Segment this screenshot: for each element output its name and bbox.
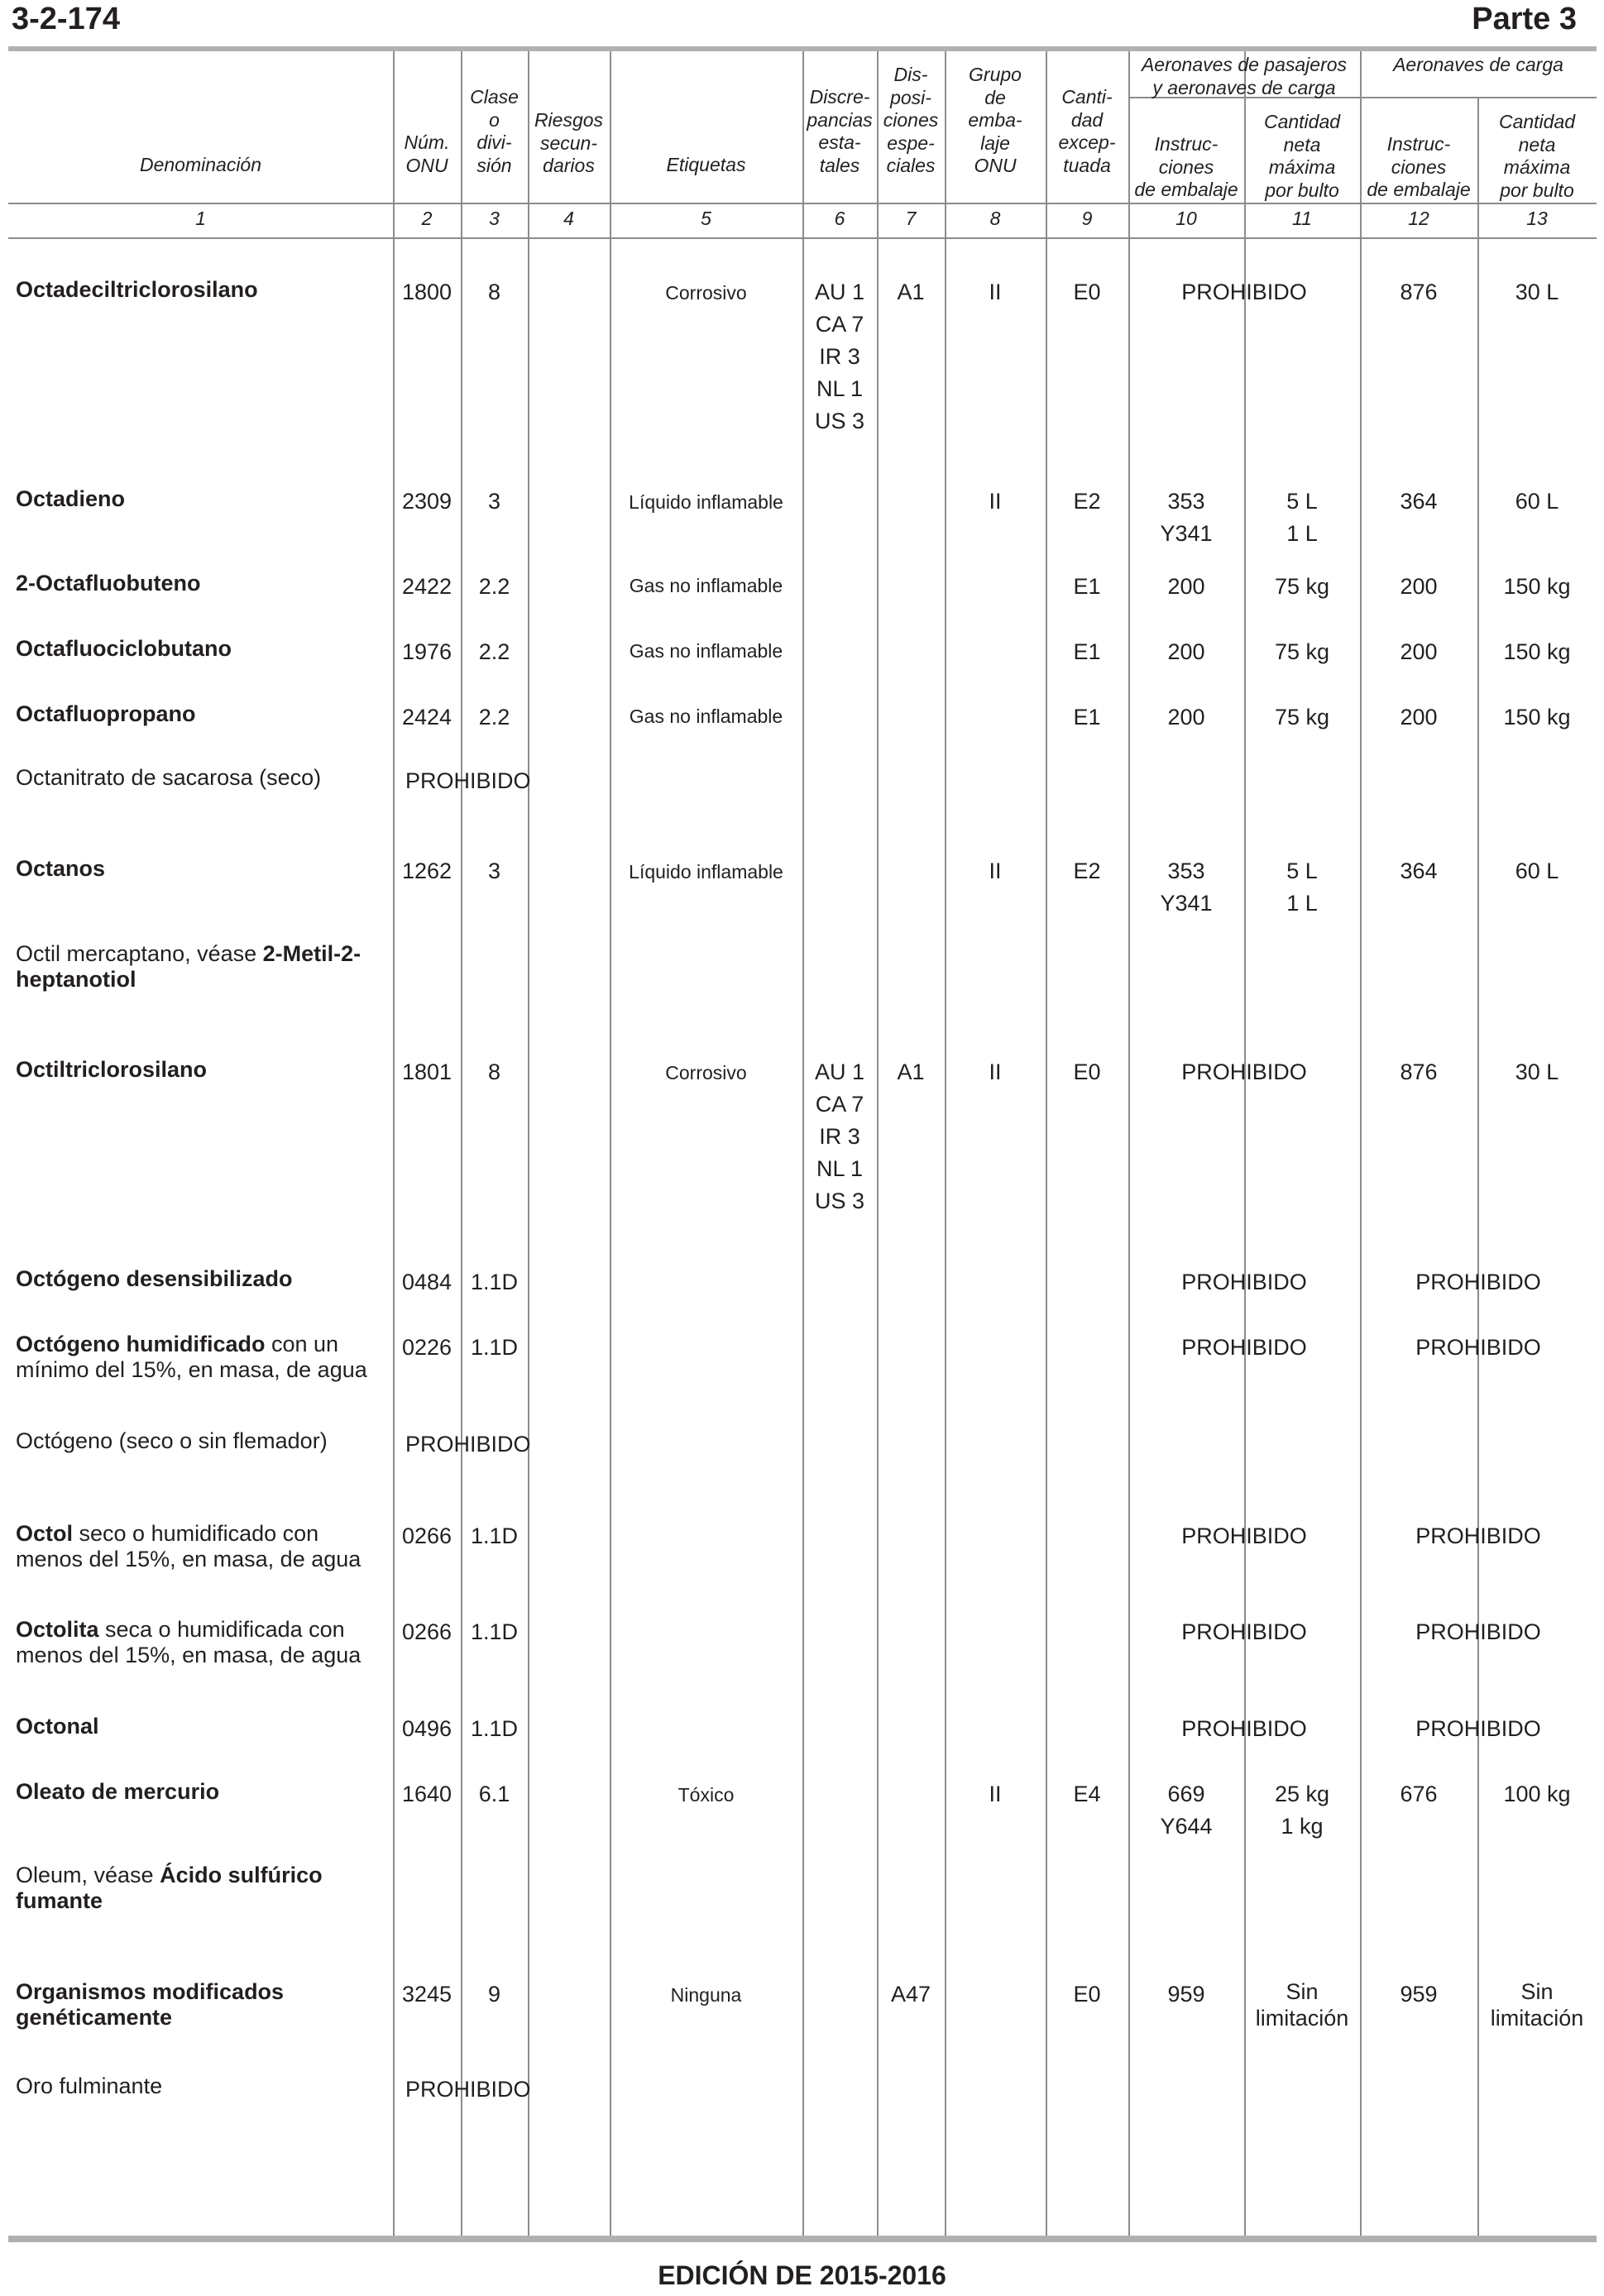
column-number: 4: [563, 208, 574, 229]
cargo-max-quantity: 100 kg: [1503, 1782, 1571, 1806]
label: Gas no inflamable: [629, 640, 783, 662]
excepted-quantity: E0: [1073, 1060, 1101, 1084]
forbidden-status: PROHIBIDO: [405, 2077, 531, 2102]
state-variations: AU 1 CA 7 IR 3 NL 1 US 3: [814, 1060, 865, 1213]
column-number: 12: [1408, 208, 1429, 229]
onu-number: 0266: [401, 1619, 452, 1644]
column-number: 10: [1175, 208, 1197, 229]
cargo-packing-instruction: 200: [1400, 639, 1438, 664]
column-divider: [877, 51, 879, 2236]
page-number: 3-2-174: [12, 2, 120, 36]
column-number: 7: [905, 208, 917, 229]
passenger-forbidden: PROHIBIDO: [1181, 1619, 1307, 1644]
onu-number: 1976: [401, 639, 452, 664]
class-division: 8: [487, 1060, 501, 1084]
onu-number: 1640: [401, 1782, 452, 1806]
bottom-rule: [8, 2236, 1597, 2242]
passenger-forbidden: PROHIBIDO: [1181, 1270, 1307, 1294]
header-denominacion: Denominación: [139, 154, 262, 175]
column-number: 5: [701, 208, 711, 229]
header-disposiciones: Dis- posi- ciones espe- ciales: [883, 64, 939, 176]
header-riesgos: Riesgos secun- darios: [534, 109, 604, 176]
excepted-quantity: E2: [1073, 859, 1101, 883]
packing-group: II: [989, 859, 1002, 883]
column-divider: [393, 51, 395, 2236]
class-division: 2.2: [478, 574, 510, 599]
see-reference: Octil mercaptano, véase 2-Metil-2-heptanotiol: [16, 941, 361, 992]
row-name: Octanos: [16, 856, 106, 881]
header-cantidad-pax: Cantidad neta máxima por bulto: [1263, 111, 1341, 201]
label: Tóxico: [678, 1784, 735, 1806]
passenger-packing-instruction: 353 Y341: [1160, 489, 1213, 546]
excepted-quantity: E0: [1073, 1982, 1101, 2007]
label: Corrosivo: [665, 282, 747, 304]
special-provisions: A1: [897, 280, 925, 304]
onu-number: 0496: [401, 1716, 452, 1741]
row-name: Octiltriclorosilano: [16, 1057, 208, 1082]
label: Corrosivo: [665, 1062, 747, 1083]
label: Líquido inflamable: [629, 861, 783, 883]
excepted-quantity: E0: [1073, 280, 1101, 304]
state-variations: AU 1 CA 7 IR 3 NL 1 US 3: [814, 280, 865, 433]
cargo-max-quantity: 30 L: [1515, 280, 1559, 304]
row-name: Oleato de mercurio: [16, 1779, 220, 1804]
header-rule: [8, 203, 1597, 204]
label: Líquido inflamable: [629, 491, 783, 513]
passenger-max-quantity: 75 kg: [1274, 705, 1330, 729]
column-divider: [528, 51, 529, 2236]
cargo-max-quantity: 150 kg: [1503, 705, 1571, 729]
column-divider: [1128, 51, 1130, 2236]
onu-number: 1801: [401, 1060, 452, 1084]
cargo-forbidden: PROHIBIDO: [1415, 1716, 1541, 1741]
class-division: 3: [487, 489, 501, 514]
class-division: 3: [487, 859, 501, 883]
label: Gas no inflamable: [629, 575, 783, 596]
cargo-packing-instruction: 364: [1400, 489, 1438, 514]
column-number: 3: [489, 208, 500, 229]
onu-number: 0266: [401, 1523, 452, 1548]
column-divider: [461, 51, 462, 2236]
label: Gas no inflamable: [629, 706, 783, 727]
packing-group: II: [989, 1060, 1002, 1084]
passenger-max-quantity: Sin limitación: [1255, 1979, 1349, 2031]
passenger-max-quantity: 75 kg: [1274, 639, 1330, 664]
row-name: Octógeno (seco o sin flemador): [16, 1428, 328, 1453]
class-division: 9: [487, 1982, 501, 2007]
excepted-quantity: E1: [1073, 574, 1101, 599]
class-division: 1.1D: [470, 1716, 519, 1741]
packing-group: II: [989, 280, 1002, 304]
class-division: 1.1D: [470, 1270, 519, 1294]
class-division: 2.2: [478, 639, 510, 664]
passenger-packing-instruction: 353 Y341: [1160, 859, 1213, 916]
class-division: 1.1D: [470, 1523, 519, 1548]
onu-number: 1262: [401, 859, 452, 883]
excepted-quantity: E2: [1073, 489, 1101, 514]
cargo-forbidden: PROHIBIDO: [1415, 1270, 1541, 1294]
packing-group: II: [989, 489, 1002, 514]
cargo-packing-instruction: 959: [1400, 1982, 1438, 2007]
cargo-packing-instruction: 876: [1400, 1060, 1438, 1084]
column-divider: [1046, 51, 1047, 2236]
onu-number: 2309: [401, 489, 452, 514]
column-number: 6: [834, 208, 845, 229]
row-name: Octadeciltriclorosilano: [16, 277, 258, 302]
passenger-max-quantity: 5 L 1 L: [1286, 859, 1318, 916]
part-label: Parte 3: [1472, 2, 1577, 36]
passenger-max-quantity: 75 kg: [1274, 574, 1330, 599]
excepted-quantity: E4: [1073, 1782, 1101, 1806]
cargo-packing-instruction: 676: [1400, 1782, 1438, 1806]
onu-number: 2422: [401, 574, 452, 599]
cargo-packing-instruction: 364: [1400, 859, 1438, 883]
onu-number: 2424: [401, 705, 452, 729]
cargo-max-quantity: Sin limitación: [1490, 1979, 1584, 2031]
column-number: 2: [421, 208, 433, 229]
passenger-packing-instruction: 200: [1167, 705, 1205, 729]
cargo-packing-instruction: 200: [1400, 705, 1438, 729]
header-instrucciones-cargo: Instruc- ciones de embalaje: [1367, 133, 1471, 200]
edition-footer: EDICIÓN DE 2015-2016: [658, 2260, 946, 2290]
column-divider: [610, 51, 611, 2236]
row-name: 2-Octafluobuteno: [16, 571, 201, 596]
column-number: 11: [1292, 208, 1312, 229]
row-name: Octafluopropano: [16, 701, 196, 726]
forbidden-status: PROHIBIDO: [405, 768, 531, 793]
onu-number: 1800: [401, 280, 452, 304]
column-number: 13: [1526, 208, 1548, 229]
passenger-forbidden: PROHIBIDO: [1181, 1716, 1307, 1741]
class-division: 1.1D: [470, 1335, 519, 1360]
row-name: Oro fulminante: [16, 2074, 163, 2098]
label: Ninguna: [670, 1984, 742, 2006]
row-name: Octolita seca o humidificada con menos del 15%, en masa, de agua: [16, 1617, 361, 1667]
passenger-forbidden: PROHIBIDO: [1181, 280, 1307, 304]
header-aeronaves-carga: Aeronaves de carga: [1393, 54, 1563, 75]
row-name: Organismos modificados genéticamente: [16, 1979, 285, 2030]
passenger-max-quantity: 25 kg 1 kg: [1274, 1782, 1330, 1839]
onu-number: 3245: [401, 1982, 452, 2007]
row-name: Octafluociclobutano: [16, 636, 232, 661]
header-num-onu: Núm. ONU: [404, 132, 450, 176]
column-number: 9: [1081, 208, 1093, 229]
row-name: Octol seco o humidificado con menos del 15%, en masa, de agua: [16, 1521, 361, 1571]
cargo-packing-instruction: 200: [1400, 574, 1438, 599]
column-number: 1: [195, 208, 206, 229]
header-discrepancias: Discre- pancias esta- tales: [807, 86, 873, 176]
class-division: 2.2: [478, 705, 510, 729]
special-provisions: A47: [890, 1982, 931, 2007]
cargo-max-quantity: 60 L: [1515, 489, 1559, 514]
column-divider: [1244, 97, 1246, 2236]
class-division: 6.1: [478, 1782, 510, 1806]
passenger-forbidden: PROHIBIDO: [1181, 1523, 1307, 1548]
passenger-packing-instruction: 959: [1167, 1982, 1205, 2007]
header-instrucciones-pax: Instruc- ciones de embalaje: [1134, 133, 1238, 200]
column-divider: [945, 51, 946, 2236]
onu-number: 0226: [401, 1335, 452, 1360]
column-number-rule: [8, 237, 1597, 239]
column-divider: [1360, 51, 1362, 2236]
row-name: Octógeno desensibilizado: [16, 1266, 293, 1291]
header-cantidad-cargo: Cantidad neta máxima por bulto: [1498, 111, 1576, 201]
cargo-packing-instruction: 876: [1400, 280, 1438, 304]
cargo-forbidden: PROHIBIDO: [1415, 1523, 1541, 1548]
column-divider: [1477, 97, 1479, 2236]
class-division: 8: [487, 280, 501, 304]
class-division: 1.1D: [470, 1619, 519, 1644]
onu-number: 0484: [401, 1270, 452, 1294]
header-cantidad-exceptuada: Canti- dad excep- tuada: [1058, 86, 1116, 176]
packing-group: II: [989, 1782, 1002, 1806]
cargo-max-quantity: 60 L: [1515, 859, 1559, 883]
excepted-quantity: E1: [1073, 705, 1101, 729]
cargo-forbidden: PROHIBIDO: [1415, 1335, 1541, 1360]
header-grupo: Grupo de emba- laje ONU: [968, 64, 1022, 176]
passenger-forbidden: PROHIBIDO: [1181, 1060, 1307, 1084]
passenger-packing-instruction: 200: [1167, 574, 1205, 599]
row-name: Octonal: [16, 1714, 99, 1739]
header-etiquetas: Etiquetas: [666, 154, 746, 175]
see-reference: Oleum, véase Ácido sulfúrico fumante: [16, 1863, 323, 1913]
passenger-forbidden: PROHIBIDO: [1181, 1335, 1307, 1360]
header-clase: Clase o divi- sión: [470, 86, 519, 176]
passenger-packing-instruction: 669 Y644: [1160, 1782, 1213, 1839]
cargo-forbidden: PROHIBIDO: [1415, 1619, 1541, 1644]
passenger-max-quantity: 5 L 1 L: [1286, 489, 1318, 546]
column-number: 8: [989, 208, 1001, 229]
excepted-quantity: E1: [1073, 639, 1101, 664]
forbidden-status: PROHIBIDO: [405, 1432, 531, 1457]
passenger-packing-instruction: 200: [1167, 639, 1205, 664]
special-provisions: A1: [897, 1060, 925, 1084]
cargo-max-quantity: 150 kg: [1503, 574, 1571, 599]
row-name: Octanitrato de sacarosa (seco): [16, 765, 322, 790]
cargo-max-quantity: 150 kg: [1503, 639, 1571, 664]
cargo-max-quantity: 30 L: [1515, 1060, 1559, 1084]
header-aeronaves-pasajeros: Aeronaves de pasajeros y aeronaves de carga: [1141, 54, 1348, 98]
row-name: Octógeno humidificado con un mínimo del 15%, en masa, de agua: [16, 1332, 367, 1382]
row-name: Octadieno: [16, 486, 126, 511]
